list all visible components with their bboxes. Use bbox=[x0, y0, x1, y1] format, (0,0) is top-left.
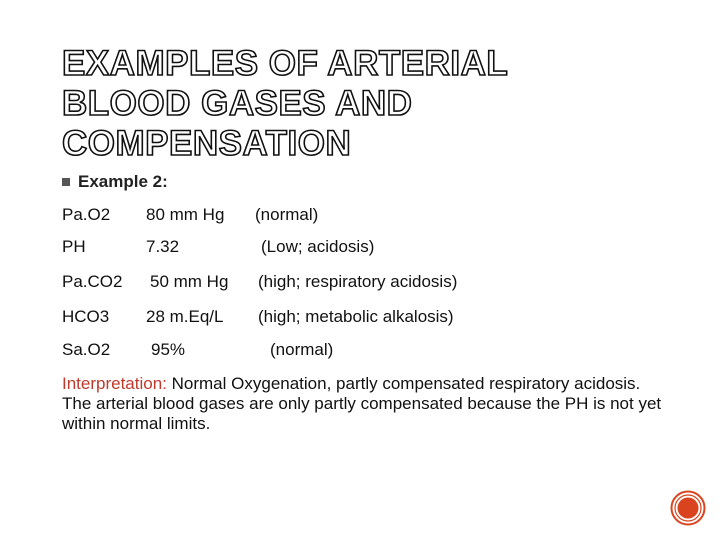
title-line-1: EXAMPLES OF ARTERIAL bbox=[62, 44, 509, 83]
row-note: (high; respiratory acidosis) bbox=[258, 272, 458, 291]
square-bullet-icon bbox=[62, 178, 70, 186]
row-note: (high; metabolic alkalosis) bbox=[258, 307, 454, 326]
row-value: 50 mm Hg bbox=[150, 272, 229, 291]
row-value: 28 m.Eq/L bbox=[146, 307, 224, 326]
interpretation-paragraph bbox=[62, 374, 672, 434]
row-note: (Low; acidosis) bbox=[261, 237, 375, 256]
title-line-2: BLOOD GASES AND bbox=[62, 84, 413, 123]
interpretation-text: Normal Oxygenation, partly compensated respiratory acidosis. The arterial blood gases are only partly compensated because the PH is not yet within normal limits. bbox=[62, 374, 662, 433]
row-param: Sa.O2 bbox=[62, 340, 111, 359]
slide-title bbox=[62, 44, 622, 164]
title-line-3: COMPENSATION bbox=[62, 124, 352, 163]
row-note: (normal) bbox=[255, 205, 319, 224]
row-value: 7.32 bbox=[146, 237, 180, 256]
row-param: Pa.O2 bbox=[62, 205, 111, 224]
row-value: 80 mm Hg bbox=[146, 205, 225, 224]
interpretation-label: Interpretation: bbox=[62, 374, 167, 393]
example-bullet bbox=[62, 172, 168, 192]
example-label: Example 2: bbox=[78, 172, 168, 191]
circle-logo-icon[interactable] bbox=[670, 490, 706, 526]
row-value: 95% bbox=[151, 340, 186, 359]
row-param: Pa.CO2 bbox=[62, 272, 123, 291]
row-param: PH bbox=[62, 237, 86, 256]
row-param: HCO3 bbox=[62, 307, 110, 326]
row-note: (normal) bbox=[270, 340, 334, 359]
